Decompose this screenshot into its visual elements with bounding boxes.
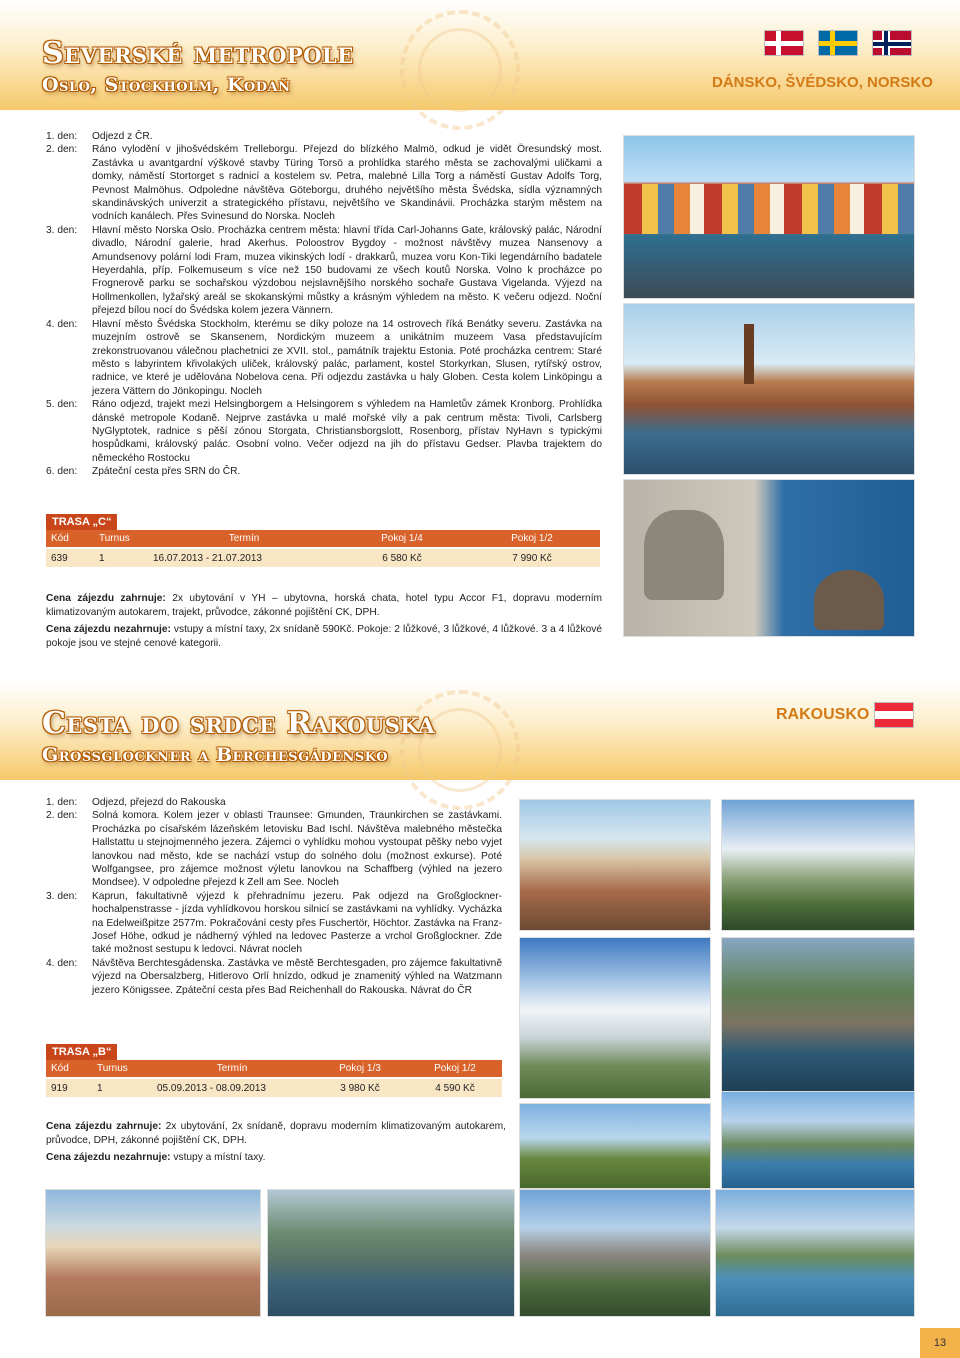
agency-stamp (400, 10, 520, 130)
table-row (46, 548, 600, 567)
day-label: 5. den: (46, 399, 78, 411)
flag-denmark-icon (764, 30, 804, 56)
photo-bad-ischl (520, 800, 710, 930)
photo-grossglockner (520, 938, 710, 1098)
col-kod: Kód (46, 1060, 92, 1078)
tour1-price-info (46, 592, 602, 650)
flag-austria-icon (874, 702, 914, 728)
tour2-itinerary (46, 796, 502, 997)
photo-traunsee (722, 1092, 914, 1188)
cell-price-12: 7 990 Kč (464, 548, 600, 567)
tour2-excludes-text: vstupy a místní taxy. (170, 1152, 266, 1164)
tour1-includes-label: Cena zájezdu zahrnuje: (46, 593, 166, 604)
tour1-includes-text: 2x ubytování v YH – ubytovna, horská chata, hotel typu Accor F1, dopravu moderním klimatizovaným autokarem, trajekt, průvodce, zákonné pojištění CK, DPH. (46, 593, 603, 618)
photo-nyhavn-copenhagen (624, 136, 914, 298)
tour1-itinerary (46, 130, 602, 479)
tour2-includes-text: 2x ubytování, 2x snídaně, dopravu moderním klimatizovaným autokarem, průvodce, DPH, zákonné pojištění CK, DPH. (46, 1121, 506, 1146)
day-label: 6. den: (46, 466, 78, 478)
col-turnus: Turnus (94, 530, 148, 548)
col-kod: Kód (46, 530, 94, 548)
day-text: Ráno odjezd, trajekt mezi Helsingborgem a Helsingorem s výhledem na Hamletův zámek Kronborg. Prohlídka dánské metropole Kodaně. Nejprve zastávka u malé mořské víly a pak centrum města: Tivoli, Carlsberg NyGlyptotek, radnice s pěší zónou Storgata, Christiansborgslott, Rosenborg, přístav NyHavn s typickými hospůdkami, královský palác. Osobní volno. Večer odjezd na jih do přístavu Gedser. Plavba trajektem do německého Rostocku (92, 399, 602, 464)
day-text: Solná komora. Kolem jezer v oblasti Traunsee: Gmunden, Traunkirchen se zastávkami. Procházka po císařském lázeňském letovisku Bad Ischl. Návštěva malebného městečka Hallstattu u stejnojmenného jezera. Zájemci o vyhlídku mohou vystoupat pěšky nebo vyjet lanovkou nad město, kde se nachází vstup do solného dolu (možnost exkurse). Poté Wolfgangsee, pro zájemce možnost výletu lanovkou na Schaffberg (výhled na jezero Mondsee). V odpoledne přejezd k Zell am See. Nocleh (92, 810, 502, 889)
photo-mountain-peaks (520, 1190, 710, 1316)
cell-termin: 05.09.2013 - 08.09.2013 (152, 1078, 312, 1097)
day-text: Hlavní město Norska Oslo. Procházka centrem města: hlavní třída Carl-Johanns Gate, královský palác, Národní divadlo, Národní galerie, hrad Akerhus. Poloostrov Bygdoy - možnost návštěvy muzea Nansenovy a Amundsenovy polární lodi Fram, muzea vikinských lodí - drakkarů, muzea voru Kon-Tiki legendárního badatele Heyerdahla, příp. Folkemuseum s více než 150 budovami ze všech koutů Norska. Volno k procházce po Frognerově parku se sochařskou výzdobou nejslavnějšího norského sochaře Gustava Vigelanda. Výjezd na Hollmenkollen, lyžařský areál se skokanskými můstky a krásným výhledem na město. K večeru odjezd. Noční přejezd bílou nocí do Švédska kolem jezera Vännern. (92, 224, 602, 317)
col-pokoj-12: Pokoj 1/2 (408, 1060, 502, 1078)
tour1-trasa-label: TRASA „C“ (46, 514, 117, 530)
cell-turnus: 1 (94, 548, 148, 567)
itinerary-day (46, 224, 602, 318)
cell-turnus: 1 (92, 1078, 152, 1097)
day-label: 1. den: (46, 797, 78, 808)
tour1-excludes-label: Cena zájezdu nezahrnuje: (46, 624, 171, 636)
day-text: Odjezd z ČR. (92, 131, 153, 142)
cell-kod: 639 (46, 548, 94, 567)
itinerary-day (46, 398, 602, 465)
day-text: Kaprun, fakultativně výjezd k přehradnímu jezeru. Pak odjezd na Großglockner-hochalpenstrasse - jízda vyhlídkovou horskou silnicí se zastávkami na vyhlídky. Vycházka na Edelweißpitze 2577m. Pokračování cesty přes Fuschertör, Höchtor. Zastávka na Franz-Josef Höhe, odkud je nádherný výhled na ledovec Pasterze a vrchol Großglockner. Zde také možnost sestupu k ledovci. Návrat nocleh (92, 890, 502, 956)
itinerary-day (46, 130, 602, 143)
col-pokoj-12: Pokoj 1/2 (464, 530, 600, 548)
page-number: 13 (920, 1328, 960, 1358)
tour2-excludes-label: Cena zájezdu nezahrnuje: (46, 1152, 171, 1164)
itinerary-day (46, 143, 602, 223)
tour1-countries: DÁNSKO, ŠVÉDSKO, NORSKO (712, 74, 933, 91)
flag-sweden-icon (818, 30, 858, 56)
cell-price-12: 4 590 Kč (408, 1078, 502, 1097)
itinerary-day (46, 890, 502, 957)
itinerary-day (46, 809, 502, 889)
day-text: Ráno vylodění v jihošvédském Trelleborgu. Přejezd do blízkého Malmö, odkud je vidět Öresundský most. Zastávka u avantgardní výškové stavby Türing Torsö a prohlídka starého města se zachovalými uličkami a domky, náměstí Stortorget s radnicí a kostelem sv. Petra, malebné Lilla Torg a náměstí Gustav Adolfs Torg, Pevnost Malmöhus. Odpoledne návštěva Göteborgu, druhého největšího města Švédska, sídla významných skandinávských univerzit a strategického přístavu, největšího ve Skandinávii. Procházka starým městem na vodních kanálech. Přes Svinesund do Norska. Nocleh (92, 144, 602, 223)
col-termin: Termín (152, 1060, 312, 1078)
tour2-includes-label: Cena zájezdu zahrnuje: (46, 1121, 162, 1132)
col-pokoj-13: Pokoj 1/3 (312, 1060, 408, 1078)
photo-hallstatt (722, 938, 914, 1092)
tour2-trasa-label: TRASA „B“ (46, 1044, 117, 1060)
itinerary-day (46, 957, 502, 997)
day-label: 3. den: (46, 890, 78, 902)
photo-berchtesgaden (722, 800, 914, 930)
photo-lake-village (268, 1190, 514, 1316)
day-label: 2. den: (46, 810, 78, 822)
day-label: 2. den: (46, 144, 78, 156)
photo-zell-am-see (716, 1190, 914, 1316)
col-pokoj-14: Pokoj 1/4 (340, 530, 464, 548)
itinerary-day (46, 465, 602, 478)
tour1-price-table (46, 510, 600, 567)
tour2-subtitle: Grossglockner a Berchesgádensko (42, 744, 389, 766)
col-termin: Termín (148, 530, 340, 548)
day-label: 1. den: (46, 131, 78, 142)
day-text: Hlavní město Švédska Stockholm, kterému se díky poloze na 14 ostrovech říká Benátky severu. Zastávka na muzejním ostrově se Skansenem, Nordickým muzeem a unikátním muzeem Vasa představujícím zrekonstruovanou válečnou plachetnici ze XVII. stol., památník trajektu Estonia. Poté procházka centrem: Staré město s labyrintem křivolakých uliček, královský palác, parlament, kostel Storkyrkan, Slusen, rytířský ostrov, radnice, ve které je udělována Nobelova cena. Při odjezdu zastávka u haly Globen. Cesta kolem Linköpingu a jezera Vättern do Jönkopingu. Nocleh (92, 318, 602, 397)
cell-price-13: 3 980 Kč (312, 1078, 408, 1097)
photo-stockholm (624, 304, 914, 474)
tour1-title: Severské metropole (42, 36, 354, 71)
itinerary-day (46, 318, 602, 398)
day-label: 3. den: (46, 224, 78, 236)
photo-town-square (46, 1190, 260, 1316)
day-text: Odjezd, přejezd do Rakouska (92, 797, 226, 808)
itinerary-day (46, 796, 502, 809)
tour1-excludes-text: vstupy a místní taxy, 2x snídaně 590Kč. Pokoje: 2 lůžkové, 3 lůžkové, 4 lůžkové. 3 a 4 lůžkové pokoje jsou ve stejné cenové kategorii. (46, 624, 602, 649)
cell-price-14: 6 580 Kč (340, 548, 464, 567)
day-label: 4. den: (46, 957, 78, 969)
day-text: Návštěva Berchtesgádenska. Zastávka ve městě Berchtesgaden, pro zájemce fakultativně výjezd na Obersalzberg, Hitlerovo Orlí hnízdo, odkud je znamenitý výhled na Watzmann jezero Königssee. Zpáteční cesta přes Bad Reichenhall do Rakouska. Návrat do ČR (92, 957, 502, 996)
day-label: 4. den: (46, 318, 78, 330)
photo-vigeland-little-mermaid (624, 480, 914, 636)
photo-alpine-valley (520, 1104, 710, 1188)
day-text: Zpáteční cesta přes SRN do ČR. (92, 466, 241, 478)
tour2-price-info (46, 1120, 506, 1165)
tour1-subtitle: Oslo, Stockholm, Kodaň (42, 74, 291, 96)
col-turnus: Turnus (92, 1060, 152, 1078)
tour2-countries: RAKOUSKO (776, 706, 870, 723)
cell-termin: 16.07.2013 - 21.07.2013 (148, 548, 340, 567)
tour2-title: Cesta do srdce Rakouska (42, 706, 436, 741)
flag-norway-icon (872, 30, 912, 56)
cell-kod: 919 (46, 1078, 92, 1097)
table-row (46, 1078, 502, 1097)
tour2-price-table (46, 1040, 502, 1097)
